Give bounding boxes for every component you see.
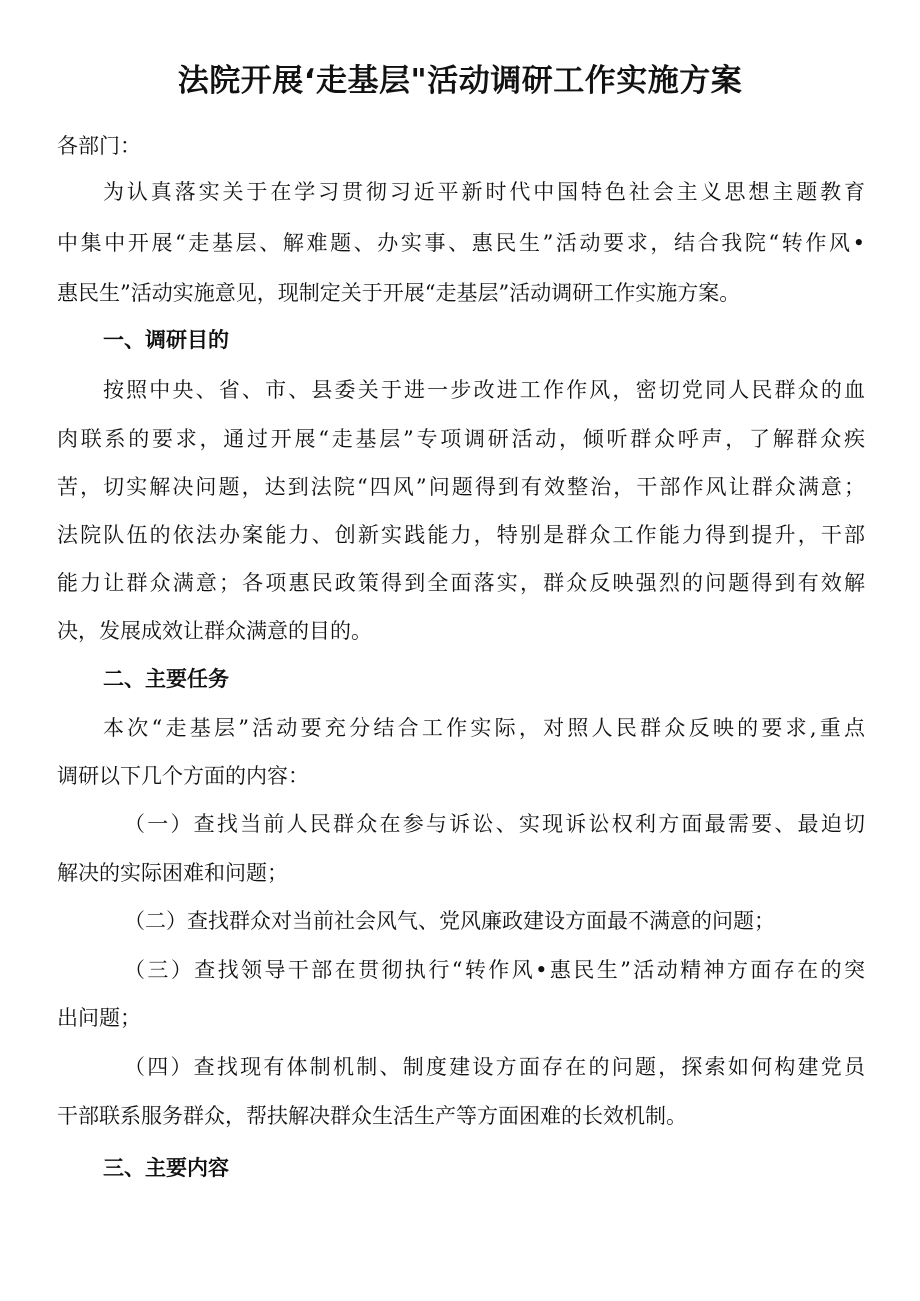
section-1-line-2: 肉联系的要求，通过开展“走基层”专项调研活动，倾听群众呼声，了解群众疾 bbox=[57, 427, 865, 451]
section-2-line-1: 本次“走基层”活动要充分结合工作实际，对照人民群众反映的要求,重点 bbox=[103, 716, 865, 740]
task-3-line-2: 出问题； bbox=[57, 1006, 141, 1030]
task-1-line-2: 解决的实际困难和问题； bbox=[57, 861, 288, 885]
section-1-heading: 一、调研目的 bbox=[103, 328, 229, 352]
section-2-heading: 二、主要任务 bbox=[103, 667, 229, 691]
task-2-line-1: （二）查找群众对当前社会风气、党风廉政建设方面最不满意的问题； bbox=[124, 909, 775, 933]
task-4-line-2: 干部联系服务群众，帮扶解决群众生活生产等方面困难的长效机制。 bbox=[57, 1104, 687, 1128]
section-1-line-1: 按照中央、省、市、县委关于进一步改进工作作风，密切党同人民群众的血 bbox=[103, 378, 865, 402]
intro-line-3: 惠民生”活动实施意见，现制定关于开展“走基层”活动调研工作实施方案。 bbox=[57, 281, 741, 305]
intro-line-2: 中集中开展“走基层、解难题、办实事、惠民生”活动要求，结合我院“转作风• bbox=[57, 231, 865, 255]
task-3-line-1: （三）查找领导干部在贯彻执行“转作风•惠民生”活动精神方面存在的突 bbox=[124, 958, 865, 982]
section-3-heading: 三、主要内容 bbox=[103, 1156, 229, 1180]
section-1-line-4: 法院队伍的依法办案能力、创新实践能力，特别是群众工作能力得到提升，干部 bbox=[57, 523, 865, 547]
intro-line-1: 为认真落实关于在学习贯彻习近平新时代中国特色社会主义思想主题教育 bbox=[103, 180, 865, 204]
section-1-line-5: 能力让群众满意；各项惠民政策得到全面落实，群众反映强烈的问题得到有效解 bbox=[57, 571, 865, 595]
salutation: 各部门： bbox=[57, 134, 141, 158]
document-title: 法院开展‘走基层"活动调研工作实施方案 bbox=[177, 63, 743, 99]
section-2-line-2: 调研以下几个方面的内容： bbox=[57, 764, 309, 788]
task-1-line-1: （一）查找当前人民群众在参与诉讼、实现诉讼权利方面最需要、最迫切 bbox=[124, 812, 865, 836]
section-1-line-6: 决，发展成效让群众满意的目的。 bbox=[57, 619, 372, 643]
section-1-line-3: 苦，切实解决问题，达到法院“四风”问题得到有效整治，干部作风让群众满意； bbox=[57, 475, 865, 499]
task-4-line-1: （四）查找现有体制机制、制度建设方面存在的问题，探索如何构建党员 bbox=[124, 1055, 865, 1079]
